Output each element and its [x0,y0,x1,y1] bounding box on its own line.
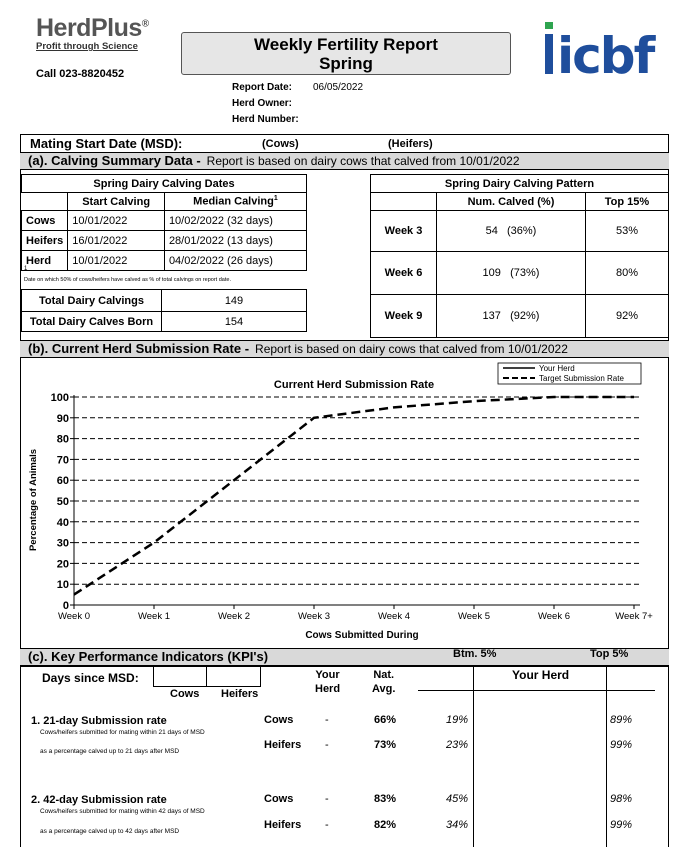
total-calves-value: 154 [162,312,307,332]
week-label: Week 6 [371,252,437,295]
totals-table [21,289,307,332]
days-since-msd-boxes [153,667,261,687]
week-label: Week 9 [371,295,437,338]
table-row [371,211,669,252]
nat-avg-col: Nat. Avg. [372,669,396,695]
x-tick-label: Week 0 [57,611,91,622]
top15-value: 80% [585,252,668,295]
section-b-title: (b). Current Herd Submission Rate - [28,341,250,356]
kpi-your-value: - [325,819,329,831]
kpi-btm-value: 23% [446,739,469,751]
x-tick-label: Week 5 [457,611,491,622]
chart-y-label: Percentage of Animals [28,448,39,552]
submission-rate-chart [20,358,669,648]
median-date: 10/02/2022 (32 days) [164,211,306,231]
days-heifers-col: Heifers [221,688,259,700]
median-calving-header: Median Calving$^1$ [164,193,306,211]
x-tick-label: Week 2 [217,611,251,622]
top15-value: 92% [585,295,668,338]
chart-title: Current Herd Submission Rate [273,379,435,391]
kpi-desc: Cows/heifers submitted for mating within 21 days of MSD [40,729,205,736]
x-tick-label: Week 4 [377,611,411,622]
kpi-your-value: - [325,793,329,805]
y-tick-label: 50 [56,496,69,508]
table-row [371,252,669,295]
legend-target: Target Submission Rate [539,374,624,383]
start-calving-header: Start Calving [68,193,165,211]
kpi-avg-value: 82% [374,819,397,831]
report-season: Spring [319,54,373,73]
section-b-note: Report is based on dairy cows that calved from 10/01/2022 [255,342,568,356]
top5-label: Top 5% [590,648,629,660]
y-tick-label: 60 [56,475,69,488]
kpi-title: 1. 21-day Submission rate [31,715,167,727]
days-cows-col: Cows [170,688,200,700]
y-tick-label: 40 [56,516,69,529]
section-c-title: (c). Key Performance Indicators (KPI's) [28,649,269,664]
top15-header: Top 15% [585,193,668,211]
your-herd-scale-label: Your Herd [512,668,570,682]
section-b-header [20,340,669,358]
kpi-avg-value: 83% [374,793,397,805]
kpi-desc: Cows/heifers submitted for mating within 42 days of MSD [40,808,205,815]
msd-cows-label: (Cows) [262,138,299,150]
herd-owner-label: Herd Owner: [232,98,293,109]
y-tick-label: 10 [56,579,69,592]
start-date: 16/01/2022 [68,231,165,251]
table-row [22,312,307,332]
kpi-top-value: 98% [610,793,633,805]
kpi-avg-value: 73% [374,739,397,751]
brand-tagline: Profit through Science [36,41,138,52]
x-tick-label: Week 7+ [615,611,653,622]
kpi-btm-value: 34% [446,819,469,831]
phone-number: Call 023-8820452 [36,68,125,80]
calving-dates-table [21,174,307,271]
report-date-value: 06/05/2022 [313,82,364,93]
report-title-box [181,32,511,75]
kpi-top-value: 89% [610,714,633,726]
kpi-desc: as a percentage calved up to 42 days after MSD [40,828,180,835]
report-date-label: Report Date: [232,82,293,93]
kpi-top-value: 99% [610,819,633,831]
start-date: 10/01/2022 [68,251,165,271]
kpi-your-value: - [325,739,329,751]
chart-x-label: Cows Submitted During [305,630,419,641]
x-tick-label: Week 1 [137,611,171,622]
start-date: 10/01/2022 [68,211,165,231]
chart-legend [498,363,641,384]
msd-label: Mating Start Date (MSD): [30,136,183,151]
y-tick-label: 90 [56,412,69,425]
herdplus-logo: HerdPlus® Profit through Science [36,14,166,52]
num-calved-cell: 109 (73%) [437,252,586,295]
row-label: Heifers [22,231,68,251]
num-calved-header: Num. Calved (%) [437,193,586,211]
kpi-btm-value: 19% [446,714,469,726]
icbf-logo [543,18,673,78]
days-since-msd-label: Days since MSD: [42,671,139,685]
section-c-header [20,648,669,666]
kpi-avg-value: 66% [374,714,397,726]
kpi-group: Heifers [264,819,302,831]
kpi-your-value: - [325,714,329,726]
kpi-top-value: 99% [610,739,633,751]
num-calved-cell: 137 (92%) [437,295,586,338]
icbf-logo-text: icbf [557,27,654,78]
median-footnote-mark: 1 [273,195,278,203]
num-calved-cell: 54 (36%) [437,211,586,252]
y-tick-label: 30 [56,537,69,550]
table-row [22,251,307,271]
section-a-title: (a). Calving Summary Data - [28,153,201,168]
row-label: Cows [22,211,68,231]
total-calvings-label: Total Dairy Calvings [22,290,162,312]
table-row [22,231,307,251]
x-tick-label: Week 6 [537,611,571,622]
top15-value: 53% [585,211,668,252]
table-row [22,290,307,312]
table-row [371,295,669,338]
week-label: Week 3 [371,211,437,252]
x-tick-label: Week 3 [297,611,331,622]
legend-your-herd: Your Herd [539,364,575,373]
section-a-note: Report is based on dairy cows that calved from 10/01/2022 [206,154,520,168]
table-row [22,211,307,231]
total-calves-label: Total Dairy Calves Born [22,312,162,332]
kpi-btm-value: 45% [446,793,469,805]
btm5-label: Btm. 5% [453,648,497,660]
calving-footnote: Date on which 50% of cows/heifers have calved as % of total calvings on report date. [24,277,231,283]
kpi-group: Cows [264,793,294,805]
y-tick-label: 80 [56,433,69,446]
kpi-title: 2. 42-day Submission rate [31,794,167,806]
calving-pattern-caption: Spring Dairy Calving Pattern [371,175,669,193]
series-line-1 [74,397,634,595]
total-calvings-value: 149 [162,290,307,312]
y-tick-label: 0 [62,600,69,612]
kpi-desc: as a percentage calved up to 21 days after MSD [40,748,180,755]
herd-number-label: Herd Number: [232,114,299,125]
kpi-group: Heifers [264,739,302,751]
kpi-group: Cows [264,714,294,726]
brand-name: HerdPlus [36,14,142,42]
calving-dates-caption: Spring Dairy Calving Dates [22,175,307,193]
footnote-number: 1 [24,266,28,272]
median-date: 04/02/2022 (26 days) [164,251,306,271]
calving-pattern-table [370,174,669,338]
median-date: 28/01/2022 (13 days) [164,231,306,251]
your-herd-col: Your Herd [315,669,341,695]
y-tick-label: 20 [56,558,69,571]
section-a-header [20,152,669,170]
report-title: Weekly Fertility Report [254,35,438,54]
y-tick-label: 70 [56,454,69,467]
msd-heifers-label: (Heifers) [388,138,433,150]
y-tick-label: 100 [50,392,69,404]
row-label: Herd [22,251,68,271]
